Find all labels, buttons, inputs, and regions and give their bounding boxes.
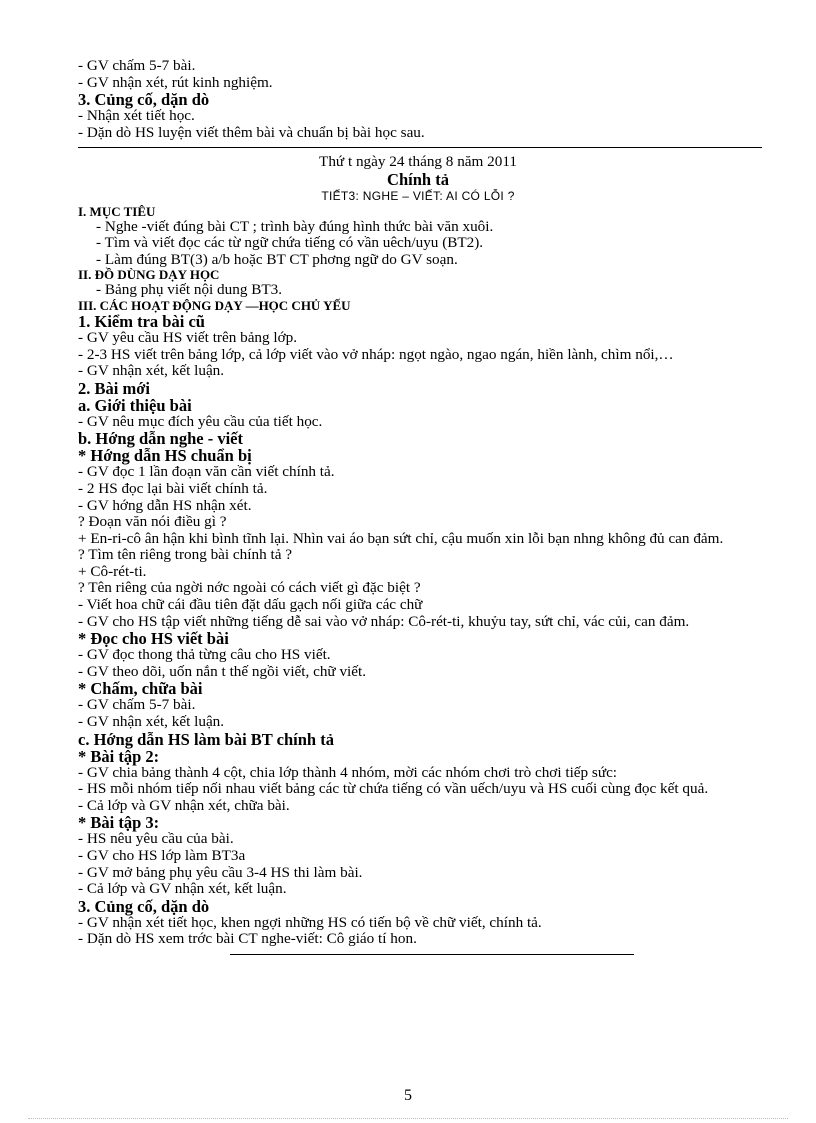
text-paragraph: - 2-3 HS viết trên bảng lớp, cả lớp viết vào vở nháp: ngọt ngào, ngao ngán, hiền lành, chìm nổi,… [78,345,674,363]
subsection-heading: * Chấm, chữa bài [78,679,203,699]
page-number: 5 [404,1087,412,1104]
text-line: ? Đoạn văn nói điều gì ? [78,513,227,531]
divider [230,954,634,955]
subsection-heading: * Đọc cho HS viết bài [78,629,229,649]
text-line: + Cô-rét-ti. [78,562,147,580]
text-line: - Dặn dò HS xem trớc bài CT nghe-viết: Cô giáo tí hon. [78,930,417,948]
subsection-heading: c. Hớng dẫn HS làm bài BT chính tả [78,729,334,749]
text-line: - GV đọc 1 lần đoạn văn cần viết chính tả. [78,463,335,481]
text-line: - GV theo dõi, uốn nắn t thế ngồi viết, chữ viết. [78,662,367,680]
text-line: - GV nhận xét, kết luận. [78,362,225,380]
text-line: - GV mở bảng phụ yêu cầu 3-4 HS thi làm bài. [78,863,363,881]
subsection-heading: 2. Bài mới [78,378,150,398]
section-heading: 3. Củng cố, dặn dò [78,90,210,110]
text-line: - 2 HS đọc lại bài viết chính tả. [78,479,268,497]
subsection-heading: * Bài tập 3: [78,813,160,833]
text-line: - GV đọc thong thả từng câu cho HS viết. [78,646,331,664]
subsection-heading: a. Giới thiệu bài [78,395,192,415]
page-edge [28,1118,788,1119]
text-line: - Cả lớp và GV nhận xét, chữa bài. [78,796,290,814]
text-line: - GV chấm 5-7 bài. [78,696,196,714]
text-line: ? Tên riêng của ngời nớc ngoài có cách viết gì đặc biệt ? [78,579,421,597]
text-line: - Viết hoa chữ cái đầu tiên đặt dấu gạch nối giữa các chữ [78,596,423,614]
text-line: - Nhận xét tiết học. [78,107,195,125]
section-heading: II. ĐỒ DÙNG DẠY HỌC [78,267,220,283]
text-line: - Cả lớp và GV nhận xét, kết luận. [78,880,287,898]
section-heading: I. MỤC TIÊU [78,203,156,219]
text-line: - GV cho HS lớp làm BT3a [78,847,246,864]
text-line: - Dặn dò HS luyện viết thêm bài và chuẩn bị bài học sau. [78,123,425,141]
subsection-heading: * Bài tập 2: [78,746,160,766]
text-line: ? Tìm tên riêng trong bài chính tả ? [78,546,292,564]
text-line: - Nghe -viết đúng bài CT ; trình bày đúng hình thức bài văn xuôi. [96,217,494,235]
text-line: - Làm đúng BT(3) a/b hoặc BT CT phơng ngữ do GV soạn. [96,250,458,268]
text-line: - GV nhận xét, rút kinh nghiệm. [78,73,273,91]
text-line: - GV nhận xét tiết học, khen ngợi những HS có tiến bộ về chữ viết, chính tả. [78,913,542,931]
subsection-heading: 3. Củng cố, dặn dò [78,896,210,916]
text-line: - GV yêu cầu HS viết trên bảng lớp. [78,328,298,346]
text-line: - GV hớng dẫn HS nhận xét. [78,496,252,514]
text-line: - GV nhận xét, kết luận. [78,713,225,731]
text-paragraph: + En-ri-cô ân hận khi bình tĩnh lại. Nhìn vai áo bạn sứt chỉ, cậu muốn xin lỗi bạn nhng không đủ can đảm. [78,529,724,547]
lesson-title: TIẾT3: NGHE – VIẾT: AI CÓ LỖI ? [321,188,515,203]
divider [78,147,762,148]
text-paragraph: - GV cho HS tập viết những tiếng dễ sai vào vở nháp: Cô-rét-ti, khuỷu tay, sứt chỉ, vác củi, can đảm. [78,612,690,630]
text-line: - HS nêu yêu cầu của bài. [78,830,234,848]
text-line: - Tìm và viết đọc các từ ngữ chứa tiếng có vần uêch/uyu (BT2). [96,234,484,252]
subsection-heading: 1. Kiểm tra bài cũ [78,311,205,331]
section-heading: III. CÁC HOẠT ĐỘNG DẠY —HỌC CHỦ YẾU [78,297,351,313]
subsection-heading: b. Hớng dẫn nghe - viết [78,429,243,449]
text-paragraph: - HS mỗi nhóm tiếp nối nhau viết bảng các từ chứa tiếng có vần uếch/uyu và HS cuối cùng đọc kết quả. [78,780,709,798]
text-line: - GV nêu mục đích yêu cầu của tiết học. [78,412,323,430]
lesson-date: Thứ t ngày 24 tháng 8 năm 2011 [319,153,517,171]
text-line: - GV chấm 5-7 bài. [78,57,196,74]
text-line: - Bảng phụ viết nội dung BT3. [96,281,283,299]
subsection-heading: * Hớng dẫn HS chuẩn bị [78,446,252,466]
lesson-subject: Chính tả [387,169,449,189]
document-page [78,58,758,955]
text-line: - GV chia bảng thành 4 cột, chia lớp thành 4 nhóm, mời các nhóm chơi trò chơi tiếp sức: [78,763,618,781]
